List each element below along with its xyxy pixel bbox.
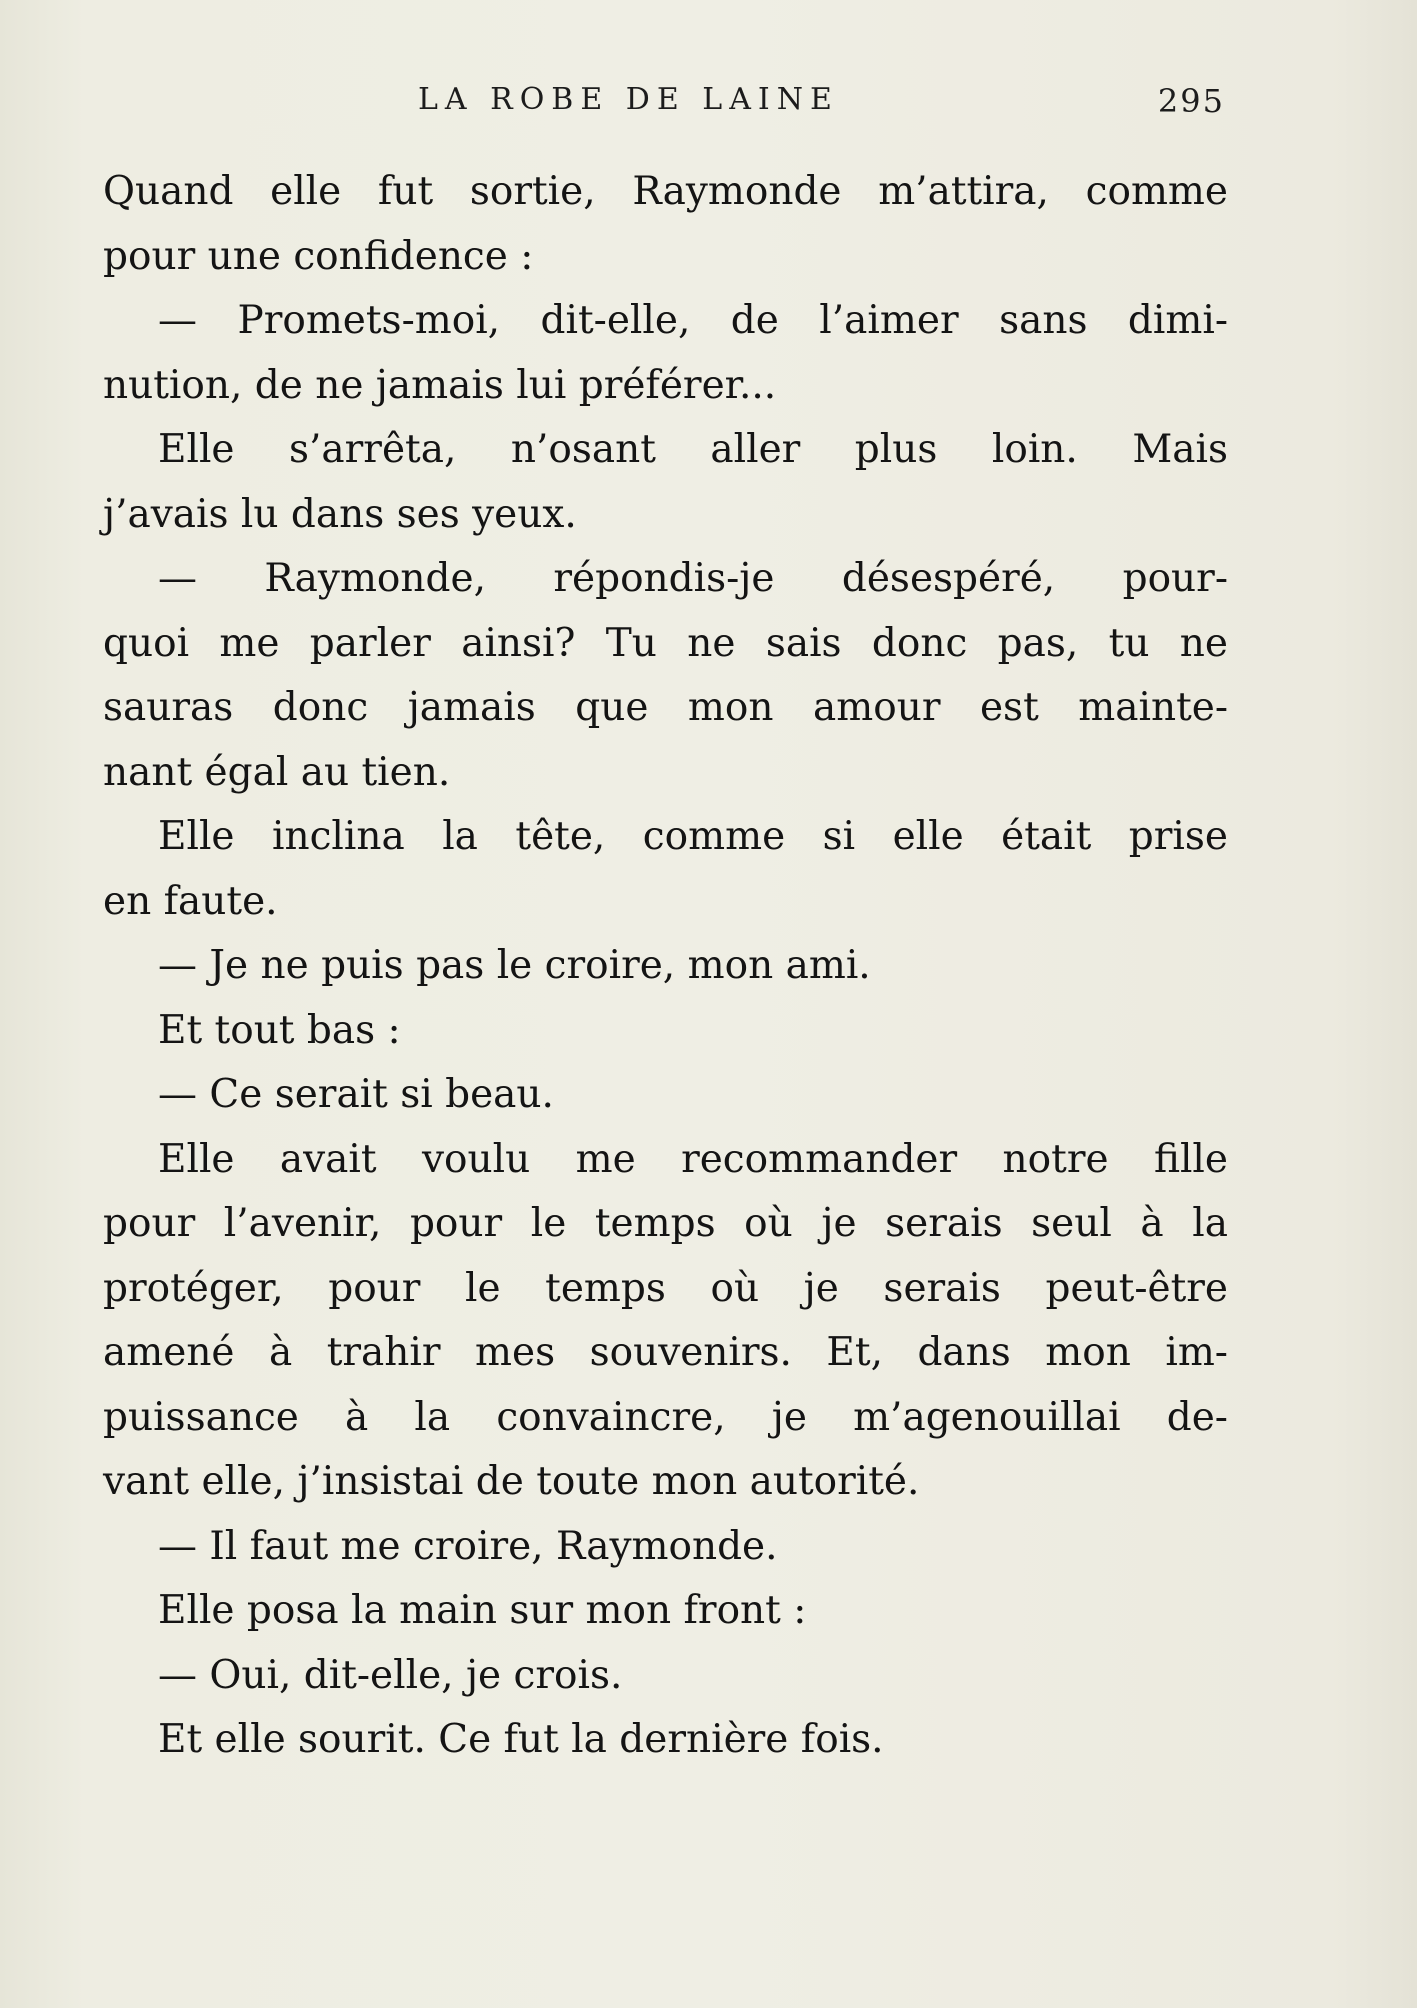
text-line: pour une confidence : bbox=[103, 233, 534, 279]
text-line: — Ce serait si beau. bbox=[158, 1072, 554, 1117]
text-line: Elle s’arrêta, n’osant aller plus loin. Mais bbox=[158, 427, 1228, 472]
page-number: 295 bbox=[1157, 82, 1225, 120]
text-line: Elle avait voulu me recommander notre fille bbox=[158, 1136, 1228, 1182]
running-head bbox=[100, 82, 1225, 122]
text-line: en faute. bbox=[103, 878, 278, 924]
text-line: protéger, pour le temps où je serais peut-être bbox=[103, 1265, 1228, 1311]
text-line: — Il faut me croire, Raymonde. bbox=[158, 1523, 778, 1569]
text-line: quoi me parler ainsi? Tu ne sais donc pas, tu ne bbox=[103, 620, 1228, 666]
text-line: Et tout bas : bbox=[158, 1007, 401, 1053]
text-line: Elle inclina la tête, comme si elle était prise bbox=[158, 814, 1228, 859]
text-line: — Je ne puis pas le croire, mon ami. bbox=[158, 943, 871, 988]
text-line: Quand elle fut sortie, Raymonde m’attira, comme bbox=[103, 169, 1228, 214]
text-line: — Promets-moi, dit-elle, de l’aimer sans dimi- bbox=[158, 298, 1228, 343]
text-line: Elle posa la main sur mon front : bbox=[158, 1588, 807, 1633]
running-title: LA ROBE DE LAINE bbox=[418, 82, 839, 117]
text-line: Et elle sourit. Ce fut la dernière fois. bbox=[158, 1717, 884, 1762]
text-line: pour l’avenir, pour le temps où je serais seul à la bbox=[103, 1201, 1228, 1246]
text-line: nant égal au tien. bbox=[103, 749, 451, 795]
text-line: amené à trahir mes souvenirs. Et, dans mon im- bbox=[103, 1330, 1228, 1375]
text-line: nution, de ne jamais lui préférer... bbox=[103, 362, 777, 408]
text-line: j’avais lu dans ses yeux. bbox=[103, 491, 577, 537]
text-line: vant elle, j’insistai de toute mon autorité. bbox=[103, 1459, 920, 1504]
text-line: — Oui, dit-elle, je crois. bbox=[158, 1652, 623, 1698]
text-line: — Raymonde, répondis-je désespéré, pour- bbox=[158, 556, 1228, 601]
text-line: sauras donc jamais que mon amour est mainte- bbox=[103, 685, 1228, 730]
body-text bbox=[103, 160, 1228, 1773]
text-line: puissance à la convaincre, je m’agenouillai de- bbox=[103, 1394, 1228, 1440]
